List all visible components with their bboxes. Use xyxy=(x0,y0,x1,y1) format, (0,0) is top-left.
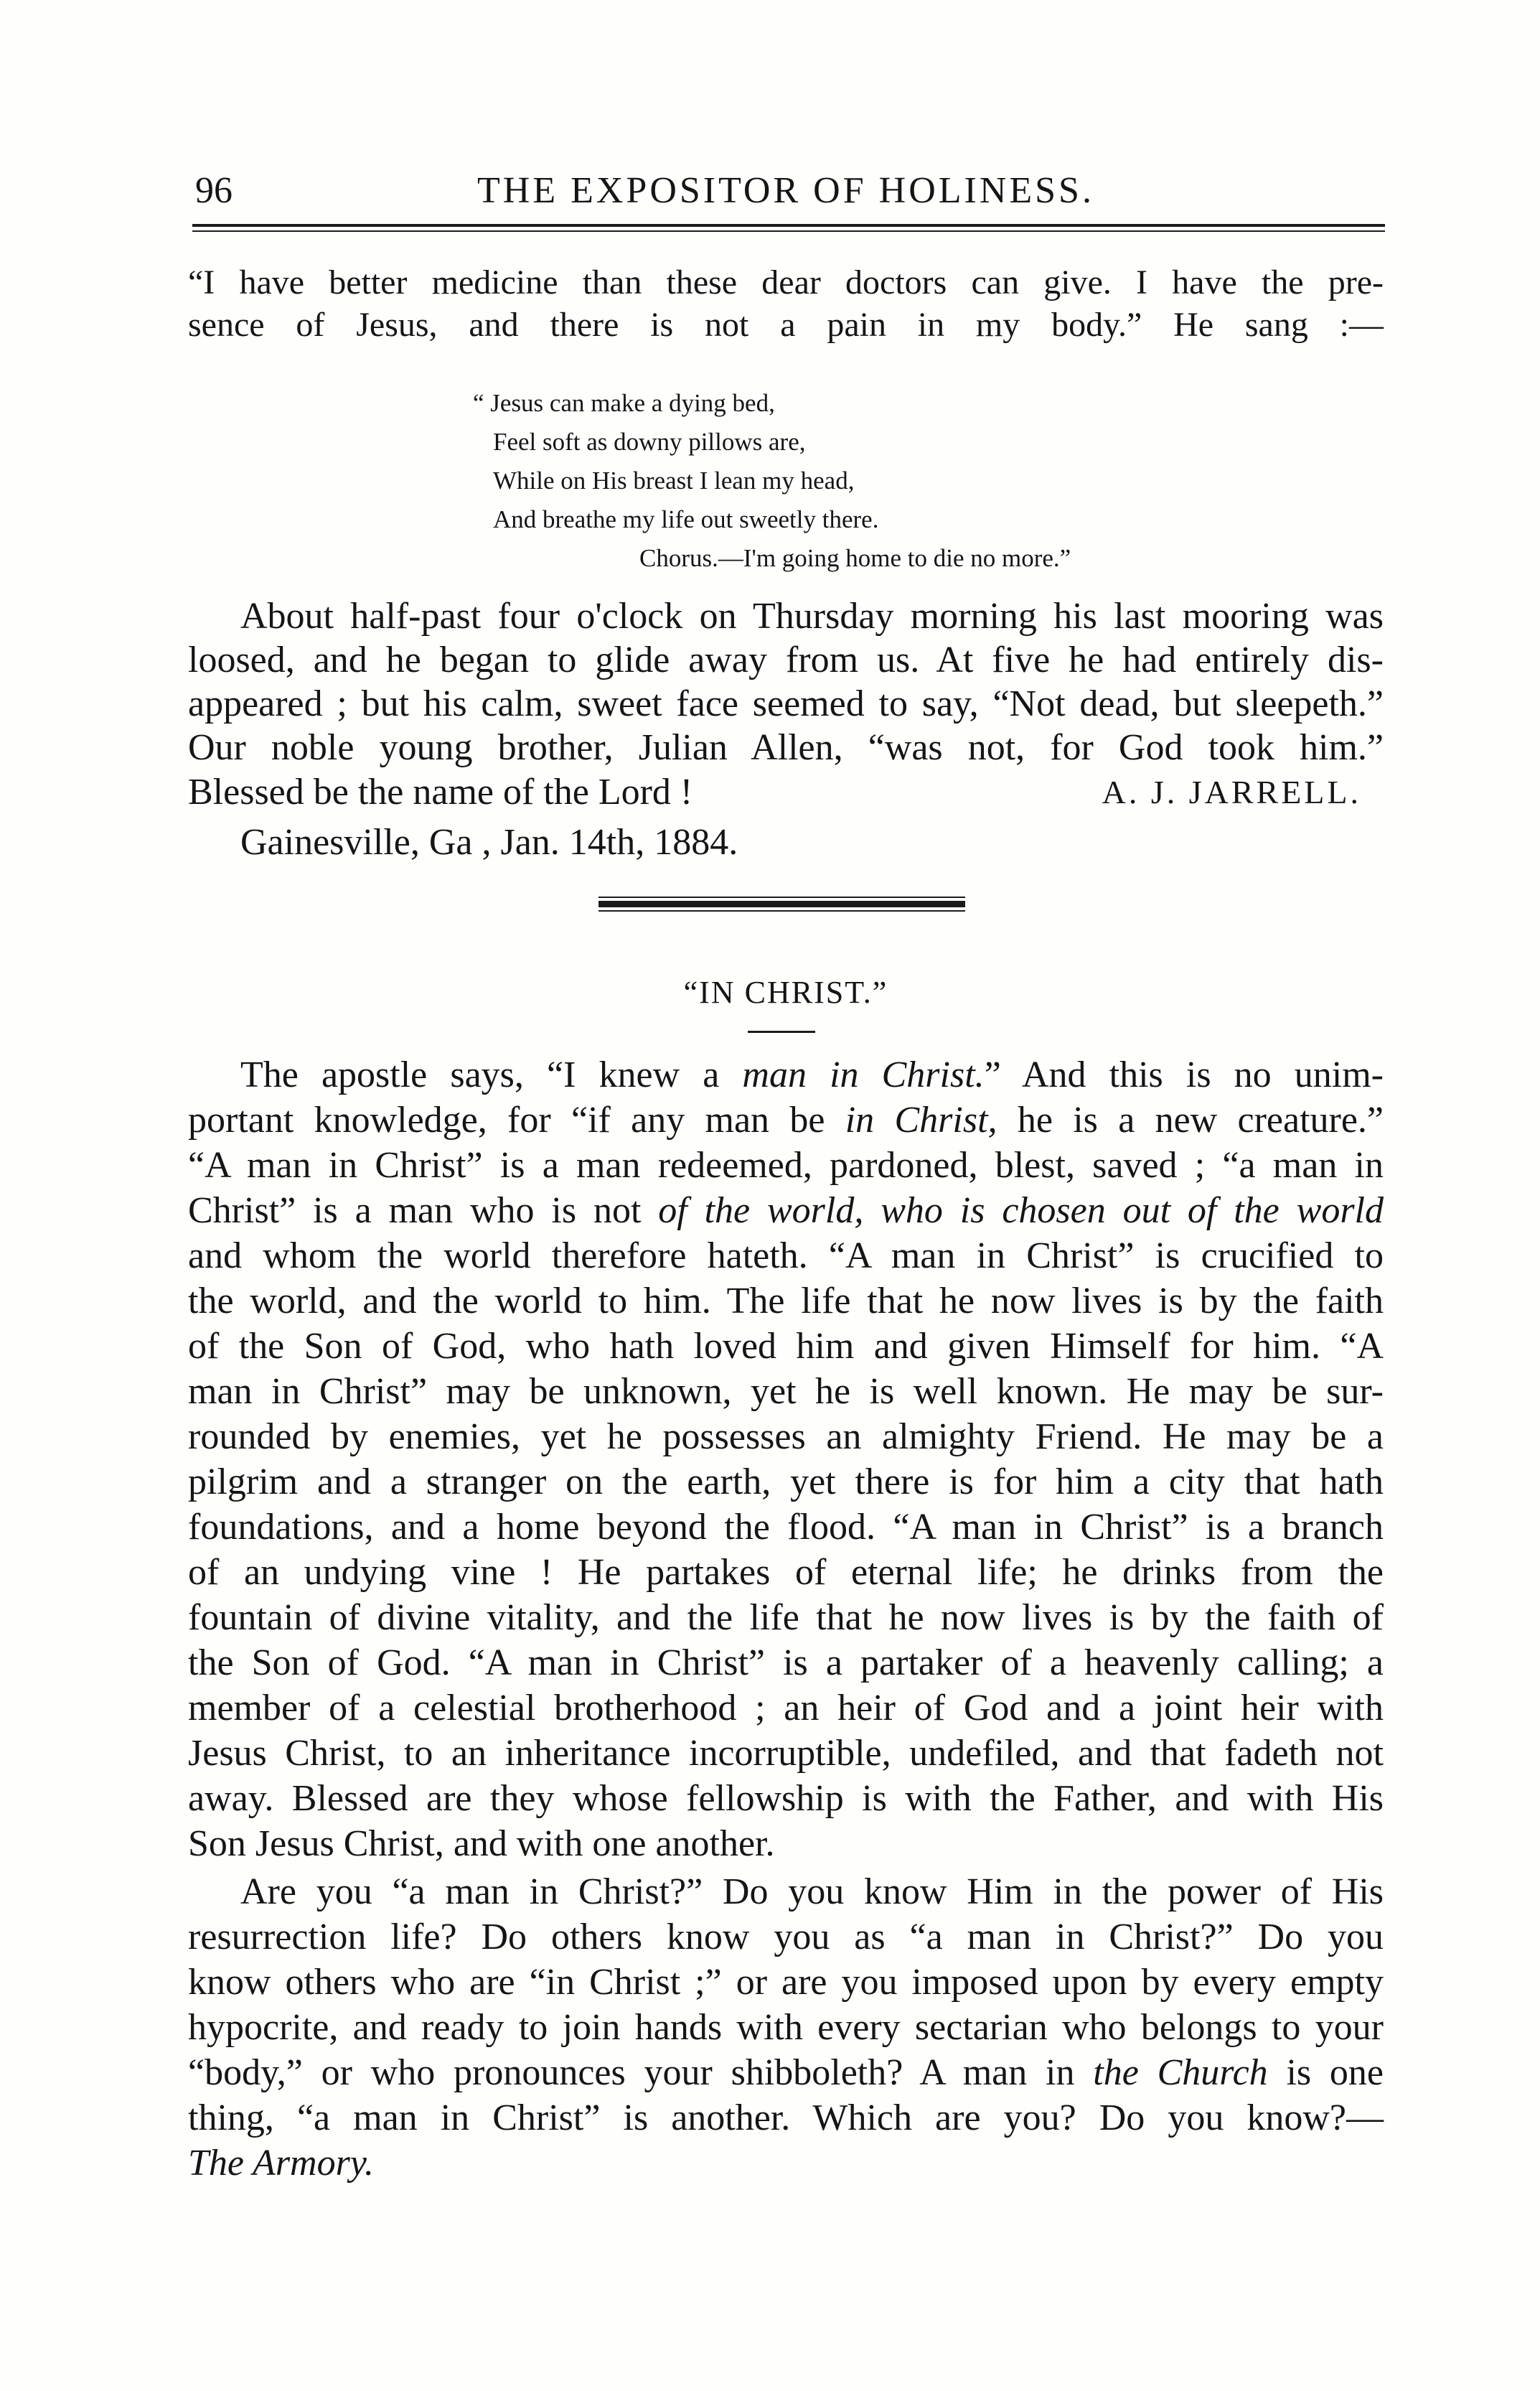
article-line: hypocrite, and ready to join hands with every sectarian who belongs to your xyxy=(188,2007,1384,2048)
article-line: know others who are “in Christ ;” or are you imposed upon by every empty xyxy=(188,1962,1384,2003)
narrative-line: Our noble young brother, Julian Allen, “was not, for God took him.” xyxy=(188,727,1384,768)
italic-phrase: of the world, who is chosen out of the world xyxy=(658,1190,1384,1231)
hymn-chorus: Chorus.—I'm going home to die no more.” xyxy=(639,544,1071,572)
italic-phrase: in Christ, xyxy=(845,1100,997,1141)
narrative-paragraph xyxy=(188,594,1384,769)
article-line xyxy=(188,2050,1384,2095)
text-run: Christ” is a man who is not xyxy=(188,1190,659,1231)
article-line: away. Blessed are they whose fellowship is with the Father, and with His xyxy=(188,1778,1384,1819)
italic-phrase: The Armory. xyxy=(188,2143,375,2184)
quote-line: sence of Jesus, and there is not a pain in my body.” He sang :— xyxy=(188,306,1384,344)
article-line: and whom the world therefore hateth. “A man in Christ” is crucified to xyxy=(188,1235,1384,1276)
article-line: man in Christ” may be unknown, yet he is well known. He may be sur- xyxy=(188,1371,1384,1412)
author-signature: A. J. JARRELL. xyxy=(1102,774,1361,810)
section-divider-ornament xyxy=(598,901,965,907)
hymn-line: While on His breast I lean my head, xyxy=(493,467,855,495)
article-line xyxy=(188,1098,1384,1143)
hymn-line: “ Jesus can make a dying bed, xyxy=(473,389,775,417)
article-line: member of a celestial brotherhood ; an heir of God and a joint heir with xyxy=(188,1688,1384,1728)
text-run: is one xyxy=(1267,2052,1384,2093)
title-underline xyxy=(748,1031,815,1033)
text-run: he is a new creature.” xyxy=(997,1100,1384,1141)
article-line: foundations, and a home beyond the flood. “A man in Christ” is a branch xyxy=(188,1507,1384,1548)
quote-paragraph xyxy=(188,261,1384,346)
article-line: resurrection life? Do others know you as “a man in Christ?” Do you xyxy=(188,1917,1384,1957)
dateline: Gainesville, Ga , Jan. 14th, 1884. xyxy=(240,822,738,863)
running-head: THE EXPOSITOR OF HOLINESS. xyxy=(477,170,1094,211)
narrative-line: loosed, and he began to glide away from us. At five he had entirely dis- xyxy=(188,640,1384,680)
article-line: Jesus Christ, to an inheritance incorruptible, undefiled, and that fadeth not xyxy=(188,1733,1384,1774)
article-line xyxy=(188,2140,1384,2186)
text-run: ” And this is no unim- xyxy=(984,1054,1384,1095)
article-line: the Son of God. “A man in Christ” is a partaker of a heavenly calling; a xyxy=(188,1642,1384,1683)
text-run: The apostle says, “I knew a xyxy=(240,1054,743,1095)
article-line xyxy=(188,1052,1384,1098)
quote-line: “I have better medicine than these dear doctors can give. I have the pre- xyxy=(188,263,1384,301)
closing-blessing: Blessed be the name of the Lord ! xyxy=(188,772,693,813)
article-line: pilgrim and a stranger on the earth, yet there is for him a city that hath xyxy=(188,1461,1384,1502)
article-paragraph xyxy=(188,1052,1384,1866)
article-line: Are you “a man in Christ?” Do you know Him in the power of His xyxy=(240,1871,1384,1912)
italic-phrase: the Church xyxy=(1093,2052,1268,2093)
section-divider-ornament xyxy=(598,897,965,898)
article-line: of the Son of God, who hath loved him and given Himself for him. “A xyxy=(188,1326,1384,1367)
text-run: “body,” or who pronounces your shibboleth? A man in xyxy=(188,2052,1094,2093)
header-rule xyxy=(192,230,1385,232)
article-line: Son Jesus Christ, and with one another. xyxy=(188,1823,775,1864)
article-line: of an undying vine ! He partakes of eternal life; he drinks from the xyxy=(188,1552,1384,1593)
article-paragraph xyxy=(188,1869,1384,2186)
hymn-stanza xyxy=(473,384,1071,578)
article-line: “A man in Christ” is a man redeemed, pardoned, blest, saved ; “a man in xyxy=(188,1145,1384,1186)
article-line xyxy=(188,1188,1384,1233)
article-line: rounded by enemies, yet he possesses an almighty Friend. He may be a xyxy=(188,1416,1384,1457)
header-rule xyxy=(192,224,1385,227)
article-line: thing, “a man in Christ” is another. Which are you? Do you know?— xyxy=(188,2097,1384,2138)
page-number: 96 xyxy=(195,170,233,211)
narrative-line: appeared ; but his calm, sweet face seemed to say, “Not dead, but sleepeth.” xyxy=(188,683,1384,724)
article-title: “IN CHRIST.” xyxy=(683,975,888,1010)
article-line: fountain of divine vitality, and the life that he now lives is by the faith of xyxy=(188,1597,1384,1638)
italic-phrase: man in Christ. xyxy=(742,1054,985,1095)
closing-line xyxy=(188,770,1384,814)
text-run: portant knowledge, for “if any man be xyxy=(188,1100,845,1141)
section-divider-ornament xyxy=(598,910,965,912)
article-line: the world, and the world to him. The life that he now lives is by the faith xyxy=(188,1281,1384,1321)
hymn-line: Feel soft as downy pillows are, xyxy=(493,428,806,456)
hymn-line: And breathe my life out sweetly there. xyxy=(493,505,879,533)
narrative-line: About half-past four o'clock on Thursday morning his last mooring was xyxy=(240,596,1384,637)
